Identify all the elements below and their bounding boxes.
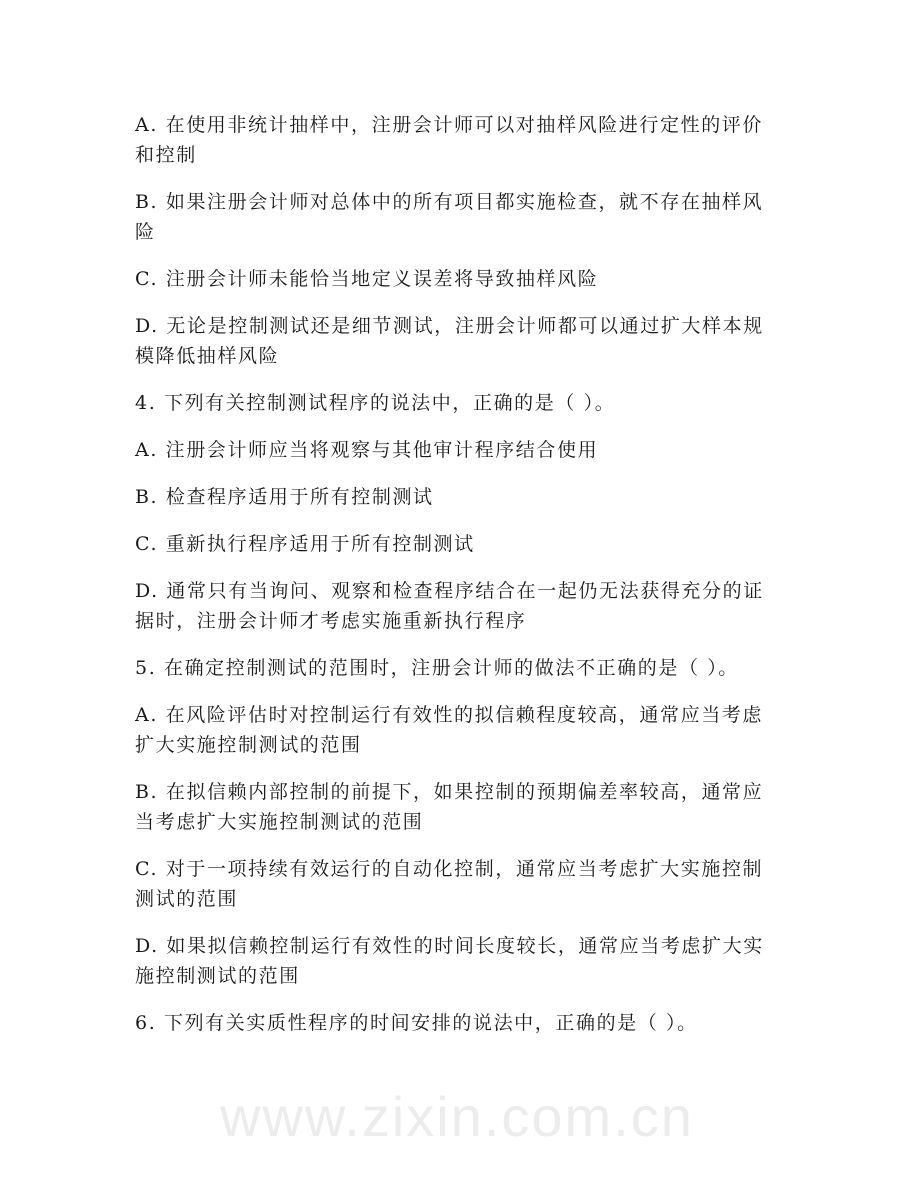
- paragraph: [135, 264, 795, 294]
- paragraph: [135, 653, 795, 683]
- paragraph: [135, 576, 795, 636]
- watermark: www.zixin.com.cn: [220, 1085, 694, 1148]
- paragraph: [135, 110, 795, 170]
- paragraph: [135, 700, 795, 760]
- text-line: D. 通常只有当询问、观察和检查程序结合在一起仍无法获得充分的证: [135, 580, 764, 602]
- text-line: 模降低抽样风险: [135, 345, 280, 367]
- text-line: D. 如果拟信赖控制运行有效性的时间长度较长，通常应当考虑扩大实: [135, 935, 764, 957]
- text-line: B. 如果注册会计师对总体中的所有项目都实施检查，就不存在抽样风: [135, 191, 764, 213]
- text-line: 据时，注册会计师才考虑实施重新执行程序: [135, 610, 527, 632]
- text-line: D. 无论是控制测试还是细节测试，注册会计师都可以通过扩大样本规: [135, 315, 764, 337]
- text-line: 施控制测试的范围: [135, 965, 300, 987]
- text-line: 6. 下列有关实质性程序的时间安排的说法中，正确的是（ ）。: [135, 1012, 698, 1034]
- text-line: 和控制: [135, 144, 197, 166]
- text-line: C. 对于一项持续有效运行的自动化控制，通常应当考虑扩大实施控制: [135, 858, 764, 880]
- text-line: A. 在风险评估时对控制运行有效性的拟信赖程度较高，通常应当考虑: [135, 704, 764, 726]
- paragraph: [135, 187, 795, 247]
- document-body: [135, 110, 795, 1055]
- text-line: 5. 在确定控制测试的范围时，注册会计师的做法不正确的是（ ）。: [135, 657, 739, 679]
- text-line: 4. 下列有关控制测试程序的说法中，正确的是（ ）。: [135, 392, 616, 414]
- text-line: C. 注册会计师未能恰当地定义误差将导致抽样风险: [135, 268, 599, 290]
- paragraph: [135, 482, 795, 512]
- paragraph: [135, 777, 795, 837]
- paragraph: [135, 1008, 795, 1038]
- text-line: B. 检查程序适用于所有控制测试: [135, 486, 434, 508]
- text-line: 扩大实施控制测试的范围: [135, 734, 362, 756]
- paragraph: [135, 931, 795, 991]
- paragraph: [135, 435, 795, 465]
- text-line: A. 注册会计师应当将观察与其他审计程序结合使用: [135, 439, 599, 461]
- paragraph: [135, 854, 795, 914]
- paragraph: [135, 388, 795, 418]
- paragraph: [135, 311, 795, 371]
- text-line: C. 重新执行程序适用于所有控制测试: [135, 533, 475, 555]
- text-line: A. 在使用非统计抽样中，注册会计师可以对抽样风险进行定性的评价: [135, 114, 764, 136]
- paragraph: [135, 529, 795, 559]
- text-line: 当考虑扩大实施控制测试的范围: [135, 811, 424, 833]
- text-line: 测试的范围: [135, 888, 239, 910]
- text-line: 险: [135, 221, 156, 243]
- text-line: B. 在拟信赖内部控制的前提下，如果控制的预期偏差率较高，通常应: [135, 781, 764, 803]
